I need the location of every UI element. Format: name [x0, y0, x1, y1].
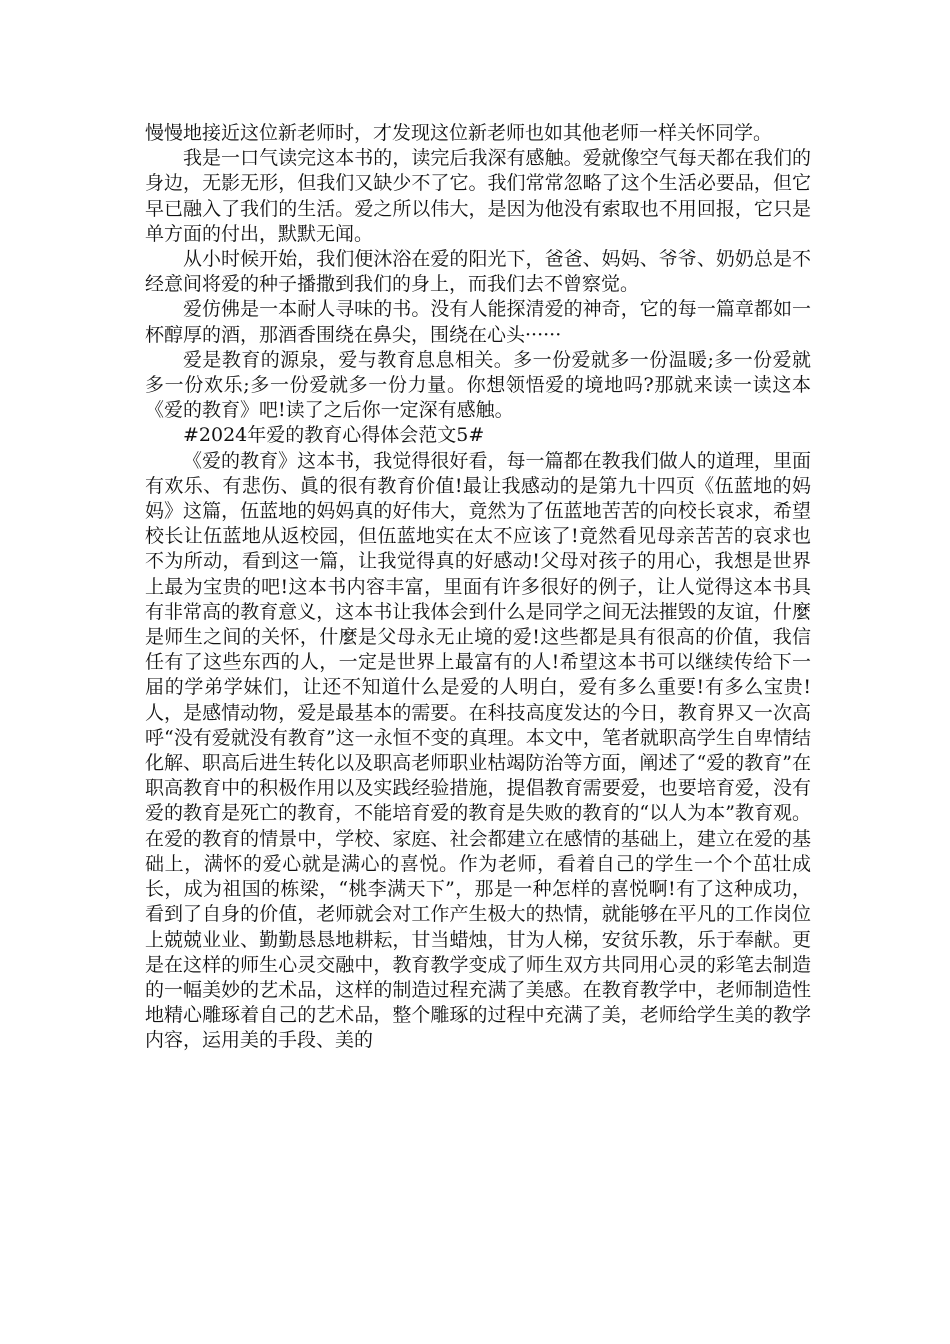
paragraph-2: 我是一口气读完这本书的，读完后我深有感触。爱就像空气每天都在我们的身边，无影无形，但我们又缺少不了它。我们常常忽略了这个生活必要品，但它早已融入了我们的生活。爱之所以伟大，是因为他没有索取也不用回报，它只是单方面的付出，默默无闻。 — [145, 147, 811, 245]
section-heading: #2024年爱的教育心得体会范文5# — [183, 424, 485, 447]
paragraph-1: 慢慢地接近这位新老师时，才发现这位新老师也如其他老师一样关怀同学。 — [145, 122, 773, 144]
paragraph-5: 爱是教育的源泉，爱与教育息息相关。多一份爱就多一份温暖;多一份爱就多一份欢乐;多一份爱就多一份力量。你想领悟爱的境地吗?那就来读一读这本《爱的教育》吧!读了之后你一定深有感触。 — [145, 348, 811, 422]
document-body — [145, 121, 811, 1054]
paragraph-7: 《爱的教育》这本书，我觉得很好看，每一篇都在教我们做人的道理，里面有欢乐、有悲伤、眞的很有教育价值!最让我感动的是第九十四页《伍蓝地的妈妈》这篇，伍蓝地的妈妈真的好伟大，竟然为了伍蓝地苦苦的向校长哀求，希望校长让伍蓝地从返校园，但伍蓝地实在太不应该了!竟然看见母亲苦苦的哀求也不为所动，看到这一篇，让我觉得真的好感动!父母对孩子的用心，我想是世界上最为宝贵的吧!这本书内容丰富，里面有许多很好的例子，让人觉得这本书具有非常高的教育意义，这本书让我体会到什么是同学之间无法摧毁的友谊，什麼是师生之间的关怀，什麼是父母永无止境的爱!这些都是具有很高的价值，我信任有了这些东西的人，一定是世界上最富有的人!希望这本书可以继续传给下一届的学弟学妹们，让还不知道什么是爱的人明白，爱有多么重要!有多么宝贵!人，是感情动物，爱是最基本的需要。在科技高度发达的今日，教育界又一次高呼“没有爱就没有教育”这一永恒不变的真理。本文中，笔者就职高学生自卑情结化解、职高后进生转化以及职高老师职业枯竭防治等方面，阐述了“爱的教育”在职高教育中的积极作用以及实践经验措施，提倡教育需要爱，也要培育爱，没有爱的教育是死亡的教育，不能培育爱的教育是失败的教育的“以人为本”教育观。在爱的教育的情景中，学校、家庭、社会都建立在感情的基础上，建立在爱的基础上，满怀的爱心就是满心的喜悦。作为老师，看着自己的学生一个个茁壮成长，成为祖国的栋梁，“桃李满天下”，那是一种怎样的喜悦啊!有了这种成功，看到了自身的价值，老师就会对工作产生极大的热情，就能够在平凡的工作岗位上兢兢业业、勤勤恳恳地耕耘，甘当蜡烛，甘为人梯，安贫乐教，乐于奉献。更是在这样的师生心灵交融中，教育教学变成了师生双方共同用心灵的彩笔去制造的一幅美妙的艺术品，这样的制造过程充满了美感。在教育教学中，老师制造性地精心雕琢着自己的艺术品，整个雕琢的过程中充满了美，老师给学生美的教学内容，运用美的手段、美的 — [145, 449, 811, 1052]
paragraph-3: 从小时候开始，我们便沐浴在爱的阳光下，爸爸、妈妈、爷爷、奶奶总是不经意间将爱的种子播撒到我们的身上，而我们去不曾察觉。 — [145, 248, 811, 296]
paragraph-4: 爱仿佛是一本耐人寻味的书。没有人能探清爱的神奇，它的每一篇章都如一杯醇厚的酒，那酒香围绕在鼻尖，围绕在心头······ — [145, 298, 811, 346]
